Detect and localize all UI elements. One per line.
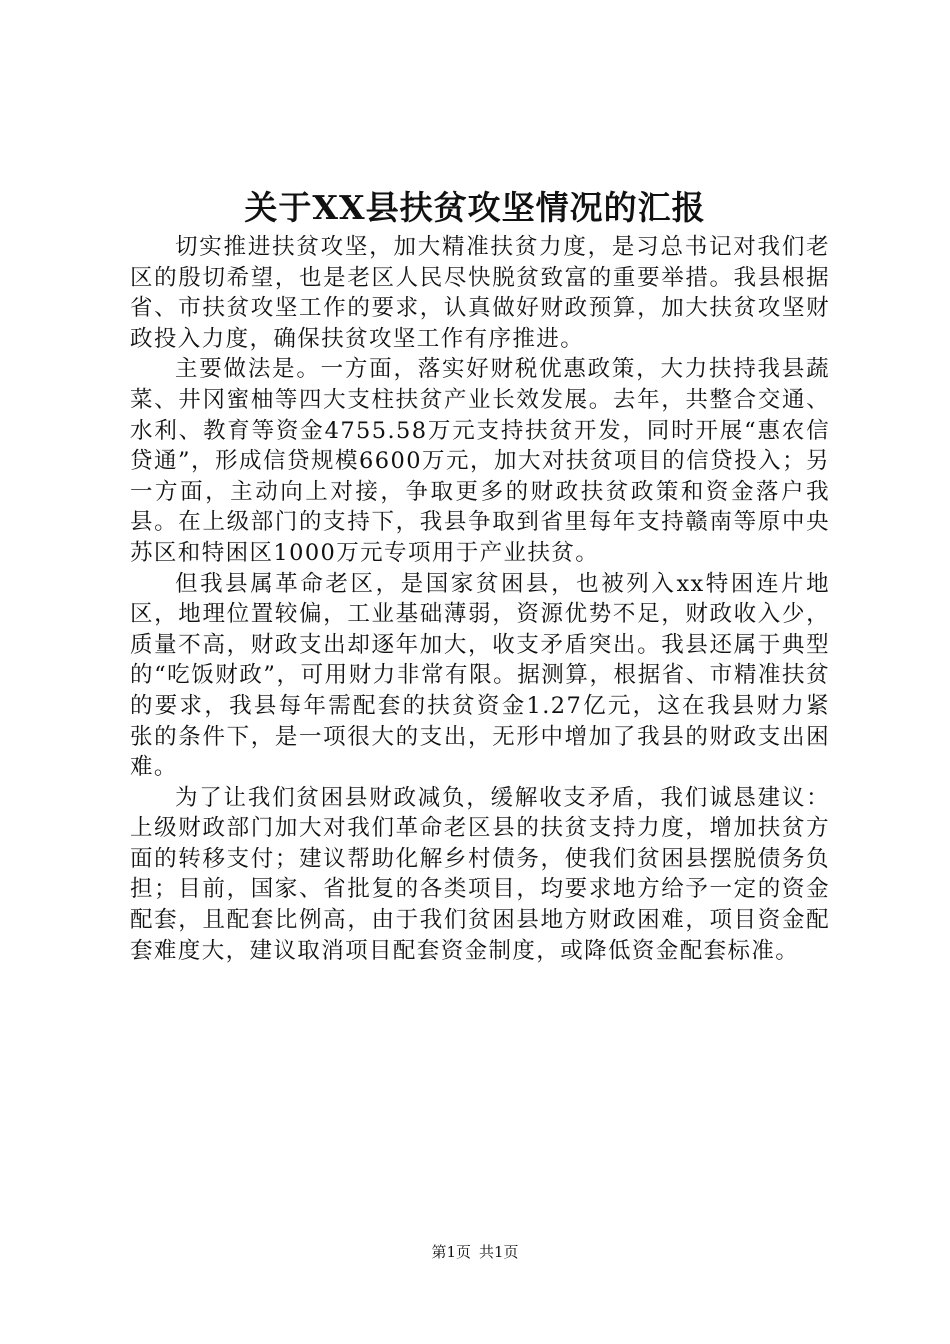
paragraph-suggestions: 为了让我们贫困县财政减负，缓解收支矛盾，我们诚恳建议：上级财政部门加大对我们革命老区县的扶贫支持力度，增加扶贫方面的转移支付；建议帮助化解乡村债务，使我们贫困县摆脱债务负担；目前，国家、省批复的各类项目，均要求地方给予一定的资金配套，且配套比例高，由于我们贫困县地方财政困难，项目资金配套难度大，建议取消项目配套资金制度，或降低资金配套标准。 xyxy=(130,784,830,964)
document-body xyxy=(130,232,830,966)
page-footer xyxy=(0,1242,950,1262)
document-title: 关于XX县扶贫攻坚情况的汇报 xyxy=(244,188,706,227)
page-number-total: 共1页 xyxy=(479,1243,519,1261)
paragraph-measures: 主要做法是。一方面，落实好财税优惠政策，大力扶持我县蔬菜、井冈蜜柚等四大支柱扶贫产业长效发展。去年，共整合交通、水利、教育等资金4755.58万元支持扶贫开发，同时开展“惠农信贷通”，形成信贷规模6600万元，加大对扶贫项目的信贷投入；另一方面，主动向上对接，争取更多的财政扶贫政策和资金落户我县。在上级部门的支持下，我县争取到省里每年支持赣南等原中央苏区和特困区1000万元专项用于产业扶贫。 xyxy=(130,356,830,566)
page-number-current: 第1页 xyxy=(431,1243,471,1261)
paragraph-difficulties: 但我县属革命老区，是国家贫困县，也被列入xx特困连片地区，地理位置较偏，工业基础薄弱，资源优势不足，财政收入少，质量不高，财政支出却逐年加大，收支矛盾突出。我县还属于典型的“吃饭财政”，可用财力非常有限。据测算，根据省、市精准扶贫的要求，我县每年需配套的扶贫资金1.27亿元，这在我县财力紧张的条件下，是一项很大的支出，无形中增加了我县的财政支出困难。 xyxy=(130,570,830,781)
paragraph-intro: 切实推进扶贫攻坚，加大精准扶贫力度，是习总书记对我们老区的殷切希望，也是老区人民尽快脱贫致富的重要举措。我县根据省、市扶贫攻坚工作的要求，认真做好财政预算，加大扶贫攻坚财政投入力度，确保扶贫攻坚工作有序推进。 xyxy=(130,234,830,352)
